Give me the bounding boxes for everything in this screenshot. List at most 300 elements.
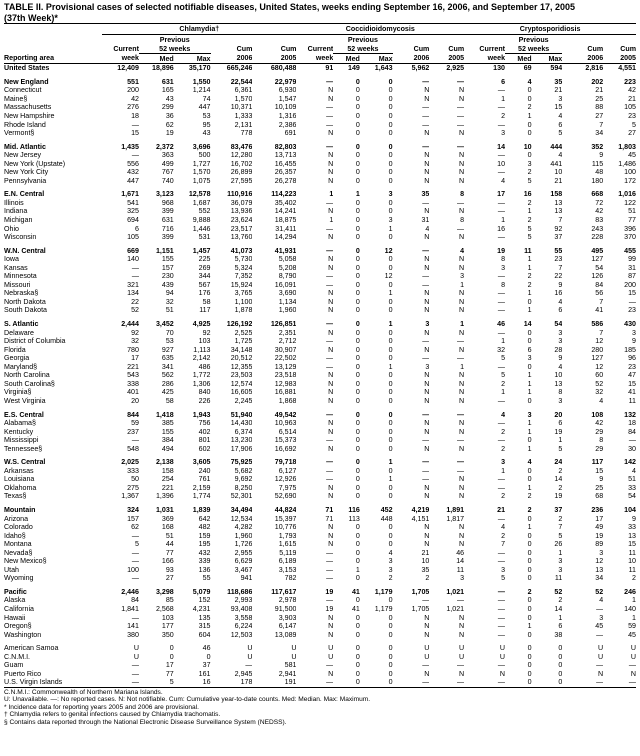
value-cell: — — [422, 112, 430, 120]
value-cell: 91,500 — [274, 604, 297, 613]
value-cell: 54 — [595, 263, 604, 272]
value-cell: 927 — [161, 345, 174, 354]
value-cell: U — [291, 644, 297, 653]
value-cell: 5 — [139, 678, 174, 687]
reporting-area-cell: Puerto Rico — [4, 669, 42, 678]
value-cell: 42 — [595, 419, 604, 428]
table-row — [4, 622, 636, 631]
value-cell: 4,925 — [192, 320, 211, 329]
value-cell: 30 — [628, 444, 636, 453]
value-cell: 117,617 — [271, 587, 297, 596]
reporting-area-cell: Virginia§ — [4, 388, 32, 397]
value-cell: N — [459, 630, 465, 639]
region-row — [4, 588, 636, 597]
value-cell: 8 — [460, 216, 465, 225]
value-cell: 1 — [460, 320, 465, 329]
value-cell: 4,219 — [411, 505, 430, 514]
value-cell: 680,488 — [270, 64, 297, 73]
value-cell: 1,031 — [155, 505, 174, 514]
reporting-area-cell: Mountain — [4, 505, 36, 514]
value-cell: 158 — [161, 466, 174, 475]
value-cell: 19 — [595, 531, 604, 540]
value-cell: — — [326, 337, 334, 346]
value-cell: 1,727 — [192, 159, 211, 168]
value-cell: 21 — [628, 94, 636, 103]
value-cell: N — [424, 176, 430, 185]
value-cell: 127 — [591, 354, 604, 363]
reporting-area-cell: Rhode Island — [4, 120, 46, 129]
reporting-area-cell: Missouri — [4, 280, 31, 289]
value-cell: 455 — [624, 246, 636, 255]
value-cell: 27 — [628, 129, 636, 138]
value-cell: 42 — [595, 207, 604, 216]
reporting-area-cell: Minnesota — [4, 272, 37, 281]
cum-header: Cum — [280, 44, 297, 53]
value-cell: N — [459, 523, 465, 532]
value-cell: 89 — [595, 540, 604, 549]
cum-header: Cum — [413, 44, 430, 53]
value-cell: 152 — [198, 596, 211, 605]
value-cell: 567 — [198, 280, 211, 289]
table-row — [4, 548, 636, 557]
value-cell: 0 — [388, 523, 393, 532]
value-cell: 33 — [628, 483, 636, 492]
value-cell: 21 — [554, 176, 563, 185]
value-cell: 669 — [127, 246, 139, 255]
median-header: Med — [139, 54, 174, 64]
value-cell: 315 — [198, 622, 211, 631]
value-cell: 127 — [591, 255, 604, 264]
header-blank — [429, 35, 464, 45]
value-cell: 34,494 — [230, 505, 253, 514]
reporting-area-cell: Mississippi — [4, 436, 39, 445]
value-cell: 2 — [501, 427, 506, 436]
value-cell: 4 — [558, 297, 563, 306]
table-row — [4, 388, 636, 397]
value-cell: 0 — [355, 345, 360, 354]
value-cell: 1 — [501, 388, 506, 397]
value-cell: 1 — [527, 263, 532, 272]
value-cell: 0 — [355, 207, 360, 216]
value-cell: N — [328, 419, 334, 428]
value-cell: 3,765 — [234, 289, 253, 298]
value-cell: 4,231 — [192, 604, 211, 613]
reporting-area-cell: Oregon§ — [4, 622, 32, 631]
value-cell: 325 — [127, 207, 139, 216]
value-cell: 135 — [198, 613, 211, 622]
value-cell: — — [393, 678, 430, 687]
value-cell: 7 — [599, 120, 604, 129]
value-cell: 237 — [127, 427, 139, 436]
value-cell: N — [459, 531, 465, 540]
table-row — [4, 540, 636, 549]
value-cell: 3,690 — [278, 289, 297, 298]
value-cell: 0 — [527, 531, 532, 540]
value-cell: 2 — [501, 379, 506, 388]
value-cell: 136 — [198, 565, 211, 574]
value-cell: 0 — [355, 557, 360, 566]
value-cell: 324 — [127, 505, 139, 514]
value-cell: 3 — [599, 613, 604, 622]
value-cell: 225 — [198, 255, 211, 264]
value-cell: 4 — [501, 176, 506, 185]
value-cell: — — [326, 661, 334, 670]
header-blank — [211, 35, 253, 45]
table-row — [4, 371, 636, 380]
value-cell: 1,868 — [278, 396, 297, 405]
value-cell: 1,547 — [278, 94, 297, 103]
value-cell: 12,409 — [117, 64, 139, 73]
value-cell: 42 — [628, 86, 636, 95]
value-cell: 0 — [527, 94, 532, 103]
value-cell: 5 — [558, 129, 563, 138]
value-cell: 0 — [355, 475, 360, 484]
value-cell: 2,925 — [446, 64, 465, 73]
value-cell: N — [459, 444, 465, 453]
value-cell: 176 — [198, 289, 211, 298]
value-cell: 1,418 — [155, 410, 174, 419]
value-cell: 1 — [558, 436, 563, 445]
value-cell: 84 — [628, 427, 636, 436]
value-cell: 43 — [165, 94, 174, 103]
value-cell: — — [497, 306, 506, 315]
value-cell: 75,925 — [230, 458, 253, 467]
value-cell: 3 — [501, 263, 506, 272]
value-cell: 1,021 — [446, 604, 465, 613]
value-cell: 4 — [599, 596, 604, 605]
reporting-area-cell: Texas§ — [4, 492, 27, 501]
value-cell: 74 — [202, 94, 211, 103]
value-cell: 10,963 — [274, 419, 297, 428]
value-cell: 178 — [211, 678, 253, 687]
value-cell: 1 — [388, 320, 393, 329]
value-cell: 0 — [355, 444, 360, 453]
value-cell: 9 — [599, 151, 604, 160]
value-cell: 694 — [127, 216, 139, 225]
reporting-area-cell: South Dakota — [4, 306, 47, 315]
value-cell: 1,841 — [121, 604, 139, 613]
value-cell: 16,702 — [230, 159, 253, 168]
value-cell: 1 — [558, 548, 563, 557]
value-cell: 1 — [388, 362, 393, 371]
value-cell: 0 — [355, 272, 360, 281]
value-cell: — — [497, 103, 506, 112]
value-cell: 0 — [355, 320, 360, 329]
value-cell: N — [630, 669, 636, 678]
value-cell: 15 — [554, 103, 563, 112]
value-cell: 9 — [599, 475, 604, 484]
value-cell: 36 — [165, 112, 174, 120]
value-cell: N — [424, 371, 430, 380]
value-cell: 1,396 — [155, 492, 174, 501]
value-cell: 1,214 — [192, 86, 211, 95]
value-cell: 4 — [527, 77, 532, 86]
value-cell: 0 — [388, 207, 393, 216]
value-cell: 3 — [558, 328, 563, 337]
value-cell: 9 — [558, 354, 563, 363]
value-cell: 3 — [558, 94, 563, 103]
value-cell: 41,931 — [274, 246, 297, 255]
value-cell: 2 — [632, 574, 636, 583]
value-cell: 71 — [325, 514, 334, 523]
value-cell: 0 — [388, 622, 393, 631]
value-cell: 1 — [632, 613, 636, 622]
value-cell: 3 — [632, 328, 636, 337]
value-cell: 3 — [501, 458, 506, 467]
table-row — [4, 484, 636, 493]
value-cell: 200 — [127, 86, 139, 95]
value-cell: 0 — [388, 280, 393, 289]
value-cell: 58 — [165, 396, 174, 405]
value-cell: 14 — [554, 604, 563, 613]
value-cell: 2 — [558, 596, 563, 605]
value-cell: 37 — [554, 233, 563, 242]
value-cell: 226 — [198, 396, 211, 405]
value-cell: 840 — [198, 388, 211, 397]
value-cell: — — [497, 604, 506, 613]
value-cell: 2 — [558, 466, 563, 475]
value-cell: 177 — [161, 622, 174, 631]
value-cell: 221 — [161, 483, 174, 492]
value-cell: 1 — [388, 458, 393, 467]
value-cell: 51 — [628, 207, 636, 216]
value-cell: 45 — [595, 622, 604, 631]
table-row — [4, 159, 636, 168]
table-row — [4, 95, 636, 104]
value-cell: 9 — [632, 514, 636, 523]
value-cell: 142 — [624, 458, 636, 467]
value-cell: 19 — [325, 604, 334, 613]
value-cell: 0 — [355, 379, 360, 388]
value-cell: 15 — [595, 466, 604, 475]
value-cell: U — [630, 652, 636, 661]
value-cell: 275 — [127, 483, 139, 492]
value-cell: 0 — [558, 661, 563, 670]
value-cell: 3 — [558, 565, 563, 574]
value-cell: 341 — [161, 362, 174, 371]
value-cell: 5,962 — [411, 64, 430, 73]
value-cell: N — [459, 233, 465, 242]
value-cell: 500 — [198, 151, 211, 160]
max-header: Max — [532, 54, 563, 64]
value-cell: 157 — [127, 514, 139, 523]
value-cell: 0 — [527, 297, 532, 306]
value-cell: 21 — [554, 86, 563, 95]
value-cell: 13 — [595, 565, 604, 574]
value-cell: 26 — [554, 540, 563, 549]
value-cell: U — [499, 652, 506, 661]
value-cell: 2 — [527, 587, 532, 596]
value-cell: 0 — [388, 168, 393, 177]
value-cell: 130 — [493, 64, 506, 73]
value-cell: — — [326, 574, 334, 583]
value-cell: 363 — [161, 151, 174, 160]
cum-header: Cum — [448, 44, 465, 53]
region-row — [4, 246, 636, 255]
value-cell: 27 — [595, 112, 604, 120]
value-cell: 3 — [599, 548, 604, 557]
value-cell: 51 — [165, 306, 174, 315]
value-cell: — — [102, 678, 139, 687]
value-cell: 0 — [355, 622, 360, 631]
value-cell: 23,624 — [230, 216, 253, 225]
value-cell: 0 — [355, 630, 360, 639]
value-cell: 1,772 — [192, 371, 211, 380]
value-cell: 5 — [558, 444, 563, 453]
value-cell: 6 — [527, 345, 532, 354]
value-cell: 350 — [161, 630, 174, 639]
value-cell: 28 — [554, 345, 563, 354]
value-cell: — — [422, 198, 430, 207]
value-cell: 83,476 — [230, 142, 253, 151]
reporting-area-cell: South Carolina§ — [4, 379, 55, 388]
value-cell: 83 — [595, 216, 604, 225]
value-cell: 0 — [388, 86, 393, 95]
value-cell: — — [326, 410, 334, 419]
value-cell: N — [424, 86, 430, 95]
value-cell: 92 — [554, 224, 563, 233]
value-cell: 344 — [198, 272, 211, 281]
value-cell: 52,690 — [274, 492, 297, 501]
value-cell: 447 — [127, 176, 139, 185]
value-cell: N — [459, 475, 465, 484]
value-cell: 17 — [165, 661, 174, 670]
value-cell: 0 — [527, 514, 532, 523]
value-cell: 494 — [161, 444, 174, 453]
value-cell: 1 — [527, 622, 532, 631]
value-cell: — — [457, 224, 465, 233]
table-row — [4, 363, 636, 372]
value-cell: — — [131, 613, 139, 622]
value-cell: 0 — [388, 396, 393, 405]
value-cell: 0 — [355, 103, 360, 112]
value-cell: 35 — [421, 565, 430, 574]
value-cell: 13 — [554, 379, 563, 388]
value-cell: 95 — [202, 120, 211, 129]
header-blank — [4, 44, 102, 54]
value-cell: 2,955 — [234, 548, 253, 557]
value-cell: N — [424, 379, 430, 388]
group-header: Coccidioidomycosis — [296, 24, 464, 35]
value-cell: 14,430 — [230, 419, 253, 428]
value-cell: 3 — [460, 272, 465, 281]
value-cell: 0 — [355, 176, 360, 185]
value-cell: 22 — [554, 272, 563, 281]
value-cell: N — [424, 297, 430, 306]
value-cell: 1 — [527, 379, 532, 388]
value-cell: 0 — [388, 630, 393, 639]
reporting-area-cell: Colorado — [4, 523, 33, 532]
reporting-area-cell: Pacific — [4, 587, 27, 596]
value-cell: 41,073 — [230, 246, 253, 255]
value-cell: 14,294 — [274, 233, 297, 242]
value-cell: 52 — [595, 379, 604, 388]
value-cell: 1 — [460, 362, 465, 371]
value-cell: 1 — [527, 255, 532, 264]
value-cell: — — [326, 466, 334, 475]
value-cell: 269 — [198, 263, 211, 272]
value-cell: — — [326, 557, 334, 566]
value-cell: 26,357 — [274, 168, 297, 177]
reporting-area-cell: District of Columbia — [4, 337, 66, 346]
value-cell: 13,713 — [274, 151, 297, 160]
value-cell: N — [459, 379, 465, 388]
year-2006-header: 2006 — [211, 54, 253, 64]
value-cell: 13,760 — [230, 233, 253, 242]
value-cell: — — [422, 466, 430, 475]
value-cell: 92 — [131, 328, 139, 337]
value-cell: 1,774 — [192, 492, 211, 501]
value-cell: 103 — [198, 337, 211, 346]
value-cell: N — [459, 328, 465, 337]
table-row — [4, 168, 636, 177]
value-cell: N — [459, 613, 465, 622]
value-cell: — — [422, 142, 430, 151]
value-cell: 32 — [497, 345, 506, 354]
value-cell: 77 — [165, 548, 174, 557]
value-cell: — — [497, 297, 506, 306]
value-cell: 0 — [558, 652, 563, 661]
value-cell: N — [328, 345, 334, 354]
value-cell: 96 — [628, 354, 636, 363]
value-cell: 20,512 — [230, 354, 253, 363]
value-cell: 77 — [165, 669, 174, 678]
value-cell: 1 — [329, 216, 334, 225]
value-cell: 17 — [131, 354, 139, 363]
value-cell: — — [131, 574, 139, 583]
value-cell: 42 — [131, 94, 139, 103]
value-cell: 105 — [127, 233, 139, 242]
value-cell: N — [459, 622, 465, 631]
value-cell: 12,503 — [230, 630, 253, 639]
table-row — [4, 427, 636, 436]
value-cell: 0 — [388, 337, 393, 346]
value-cell: 1 — [527, 388, 532, 397]
value-cell: 4,151 — [411, 514, 430, 523]
value-cell: 92 — [202, 328, 211, 337]
value-cell: 0 — [388, 644, 393, 653]
value-cell: 2,351 — [278, 328, 297, 337]
table-row — [4, 354, 636, 363]
value-cell: N — [459, 492, 465, 501]
value-cell: N — [459, 289, 465, 298]
value-cell: 35 — [554, 77, 563, 86]
previous-header: Previous — [347, 35, 378, 44]
value-cell: 10 — [628, 557, 636, 566]
footnotes — [4, 689, 636, 727]
value-cell: 1,726 — [234, 540, 253, 549]
value-cell: 0 — [355, 129, 360, 138]
value-cell: N — [424, 531, 430, 540]
value-cell: 87 — [628, 272, 636, 281]
reporting-area-cell: American Samoa — [4, 644, 59, 653]
value-cell: — — [596, 630, 604, 639]
value-cell: 5,324 — [234, 263, 253, 272]
value-cell: 32 — [131, 337, 139, 346]
value-cell: 0 — [388, 531, 393, 540]
value-cell: 5,682 — [234, 466, 253, 475]
value-cell: U — [598, 644, 604, 653]
value-cell: 54 — [628, 492, 636, 501]
value-cell: 1,705 — [411, 587, 430, 596]
value-cell: 0 — [355, 531, 360, 540]
median-header: Med — [505, 54, 532, 64]
reporting-area-cell: Delaware — [4, 328, 34, 337]
table-row — [4, 566, 636, 575]
value-cell: 1 — [460, 280, 465, 289]
value-cell: 5,058 — [278, 255, 297, 264]
value-cell: 93,408 — [230, 604, 253, 613]
